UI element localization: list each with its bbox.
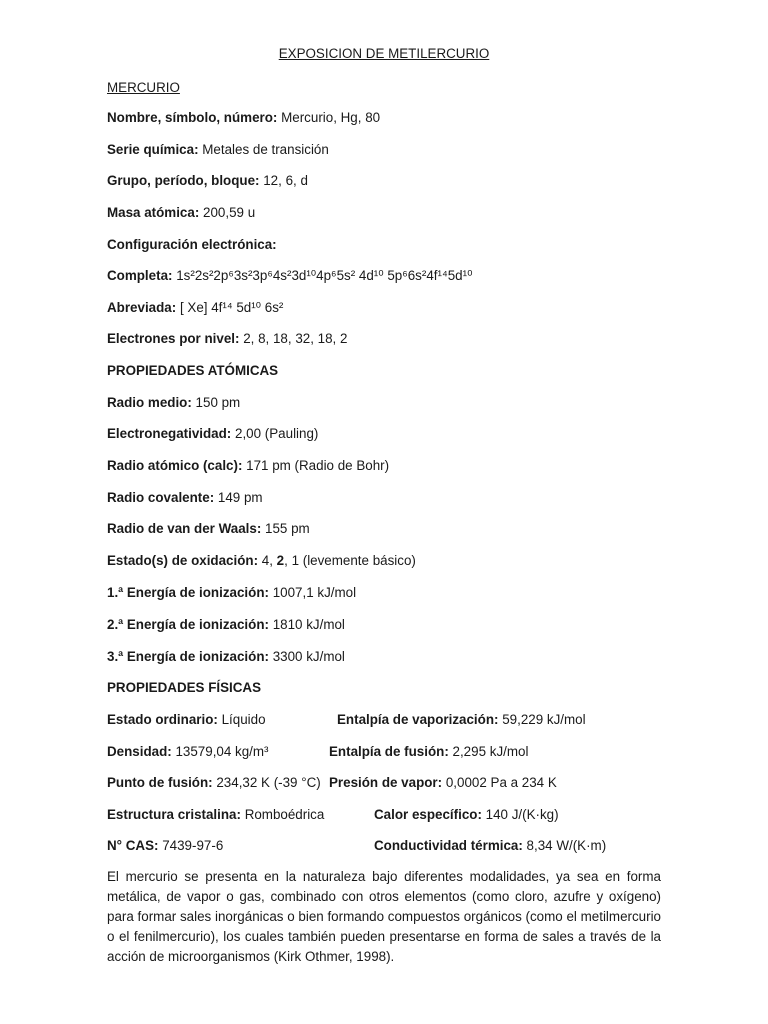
field-label: Radio atómico (calc): (107, 458, 243, 473)
field-cas (107, 838, 223, 853)
field-value: 3300 kJ/mol (272, 649, 345, 664)
field-value-bold: 2 (276, 553, 285, 568)
field-densidad (107, 744, 269, 759)
field-label: Electronegatividad: (107, 426, 232, 441)
section-heading-fisicas (107, 680, 261, 695)
field-label: 1.ª Energía de ionización: (107, 585, 269, 600)
field-label: Conductividad térmica: (374, 838, 523, 853)
section-heading: PROPIEDADES FÍSICAS (107, 680, 262, 695)
field-value: 1007,1 kJ/mol (272, 585, 357, 600)
body-paragraph: El mercurio se presenta en la naturaleza bajo diferentes modalidades, ya sea en forma metálica, de vapor o gas, combinado con otros elementos (como cloro, azufre y oxígeno) para formar sales inorgánicas o bien formando compuestos orgánicos (como el metilmercurio o el fenilmercurio), los cuales también pueden presentarse en forma de sales a través de la acción de microorganismos (Kirk Othmer, 1998). (107, 869, 661, 964)
field-ion3 (107, 649, 345, 664)
field-value: 200,59 u (203, 205, 256, 220)
field-radio-covalente (107, 490, 263, 505)
field-entalpia-vaporizacion (337, 712, 586, 727)
field-punto-fusion (107, 775, 321, 790)
field-label: Punto de fusión: (107, 775, 213, 790)
field-nombre (107, 110, 380, 125)
field-serie (107, 142, 329, 157)
field-label: Radio medio: (107, 395, 192, 410)
field-electrones (107, 331, 347, 346)
field-value: 155 pm (265, 521, 310, 536)
field-value: Mercurio, Hg, 80 (281, 110, 381, 125)
field-conductividad (374, 838, 606, 853)
field-value: 12, 6, d (263, 173, 308, 188)
field-oxidacion (107, 553, 416, 568)
document-title: EXPOSICION DE METILERCURIO (278, 46, 490, 61)
field-label: Completa: (107, 268, 173, 283)
field-value: Metales de transición (202, 142, 329, 157)
section-subtitle: MERCURIO (107, 80, 180, 95)
field-value: 140 J/(K·kg) (485, 807, 559, 822)
field-value: 2,00 (Pauling) (235, 426, 319, 441)
field-label: 2.ª Energía de ionización: (107, 617, 269, 632)
field-label: Entalpía de vaporización: (337, 712, 499, 727)
field-electronegatividad (107, 426, 318, 441)
field-estado (107, 712, 266, 727)
field-value: 0,0002 Pa a 234 K (445, 775, 557, 790)
field-label: Masa atómica: (107, 205, 200, 220)
field-grupo (107, 173, 308, 188)
field-value: Líquido (221, 712, 266, 727)
field-value: 7439-97-6 (162, 838, 224, 853)
field-presion-vapor (329, 775, 557, 790)
field-radio-vdw (107, 521, 310, 536)
field-completa (107, 268, 472, 284)
field-value: 150 pm (195, 395, 241, 410)
field-value: 13579,04 kg/m³ (175, 744, 269, 759)
field-label: Radio covalente: (107, 490, 215, 505)
field-value: 2, 8, 18, 32, 18, 2 (243, 331, 348, 346)
field-value: 8,34 W/(K·m) (526, 838, 607, 853)
field-entalpia-fusion (329, 744, 528, 759)
field-label: N° CAS: (107, 838, 159, 853)
field-value: 149 pm (217, 490, 263, 505)
field-label: Entalpía de fusión: (329, 744, 449, 759)
field-label: Estructura cristalina: (107, 807, 241, 822)
field-label: Estado(s) de oxidación: (107, 553, 259, 568)
field-value: 2,295 kJ/mol (452, 744, 529, 759)
field-label: Estado ordinario: (107, 712, 218, 727)
field-label: Calor específico: (374, 807, 482, 822)
field-masa (107, 205, 255, 220)
field-value: 171 pm (Radio de Bohr) (246, 458, 390, 473)
field-value-pre: 4, (261, 553, 277, 568)
field-value: 1810 kJ/mol (272, 617, 345, 632)
field-label: 3.ª Energía de ionización: (107, 649, 269, 664)
field-value: 1s²2s²2p⁶3s²3p⁶4s²3d¹⁰4p⁶5s² 4d¹⁰ 5p⁶6s²4f¹⁴5d¹⁰ (176, 268, 473, 283)
field-estructura (107, 807, 324, 822)
field-label: Radio de van der Waals: (107, 521, 262, 536)
field-label: Grupo, período, bloque: (107, 173, 260, 188)
field-label: Electrones por nivel: (107, 331, 240, 346)
section-heading-atomicas (107, 363, 278, 378)
field-config (107, 237, 277, 252)
field-label: Presión de vapor: (329, 775, 443, 790)
field-label: Nombre, símbolo, número: (107, 110, 278, 125)
field-ion1 (107, 585, 356, 600)
field-value: 59,229 kJ/mol (502, 712, 586, 727)
field-label: Serie química: (107, 142, 199, 157)
field-value-post: , 1 (levemente básico) (284, 553, 416, 568)
field-calor-especifico (374, 807, 559, 822)
field-ion2 (107, 617, 345, 632)
section-heading: PROPIEDADES ATÓMICAS (107, 363, 279, 378)
field-abreviada (107, 300, 283, 316)
field-value: Romboédrica (244, 807, 325, 822)
field-value: 234,32 K (-39 °C) (216, 775, 321, 790)
field-label: Densidad: (107, 744, 172, 759)
field-radio-medio (107, 395, 240, 410)
field-label: Abreviada: (107, 300, 177, 315)
field-label: Configuración electrónica: (107, 237, 277, 252)
field-radio-atomico (107, 458, 389, 473)
field-value: [ Xe] 4f¹⁴ 5d¹⁰ 6s² (179, 300, 284, 315)
